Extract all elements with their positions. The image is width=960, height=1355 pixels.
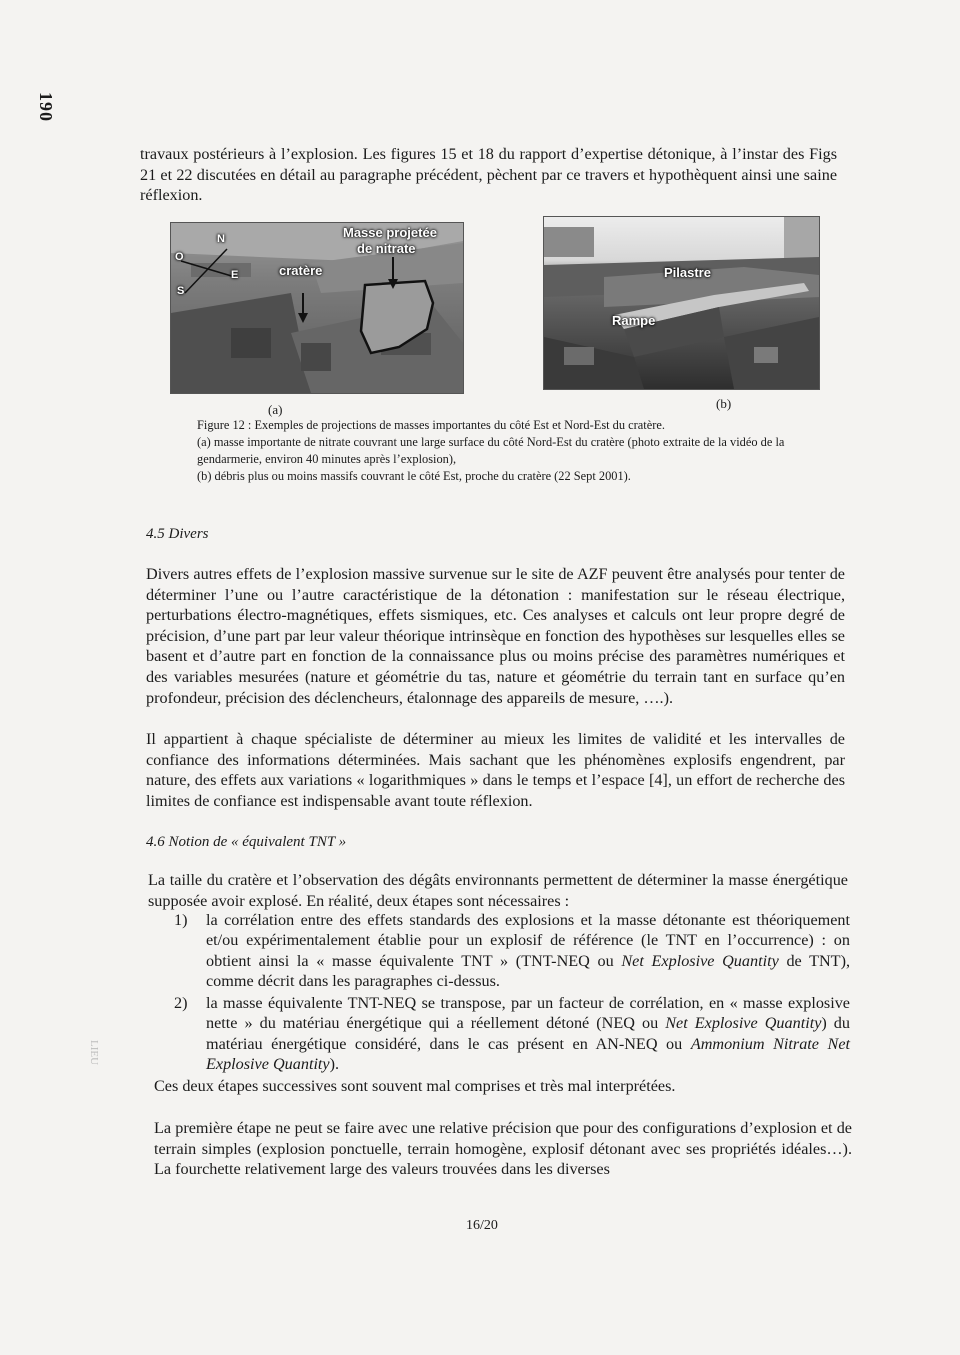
list-item-2: 2) la masse équivalente TNT-NEQ se transpose, par un facteur de corrélation, en « masse explosive nette » du matériau énergétique qui a réellement détoné (NEQ ou Net Explosive Quantity) du matériau énergétique considéré, dans le cas présent en AN-NEQ ou Ammonium Nitrate Net Explosive Quantity). bbox=[174, 994, 850, 1074]
section-45-paragraph-1: Divers autres effets de l’explosion massive survenue sur le site de AZF peuvent être analysés pour tenter de déterminer l’une ou l’autre caractéristique de la détonation : manifestation sur le réseau électrique, perturbations électro-magnétiques, effets sismiques, etc. Ces analyses et calculs ont leur propre degré de précision, d’une part par leur valeur théorique intrinsèque en fonction des hypothèses sur lesquelles elles se basent et d’autre part en fonction de la connaissance plus ou moins précise des paramètres numériques et des variables mesurées (nature et géométrie du tas, nature et géométrie du terrain tant en surface qu’en profondeur, précision des déclencheurs, étalonnage des appareils de mesure, ….). bbox=[146, 565, 845, 707]
compass-north: N bbox=[217, 233, 225, 245]
figure-caption-line3: (b) débris plus ou moins massifs couvrant le côté Est, proche du cratère (22 Sept 2001). bbox=[197, 469, 631, 483]
section-46-paragraph-2: Ces deux étapes successives sont souvent mal comprises et très mal interprétées. bbox=[154, 1077, 676, 1095]
margin-mark: LIEU bbox=[88, 1040, 100, 1066]
section-46-paragraph-1: La taille du cratère et l’observation des dégâts environnants permettent de déterminer la masse énergétique supposée avoir explosé. En réalité, deux étapes sont nécessaires : bbox=[148, 871, 848, 910]
section-46-paragraph-3: La première étape ne peut se faire avec une relative précision que pour des configurations d’explosion et de terrain simples (explosion ponctuelle, terrain homogène, explosif détonant avec ses propriétés idéales…). La fourchette relativement large des valeurs trouvées dans les diverses bbox=[154, 1119, 852, 1179]
label-masse-line2: de nitrate bbox=[357, 241, 416, 256]
intro-paragraph: travaux postérieurs à l’explosion. Les figures 15 et 18 du rapport d’expertise détonique, à l’instar des Figs 21 et 22 discutées en détail au paragraphe précédent, pèchent par ce travers et hypothèquent ainsi une saine réflexion. bbox=[140, 145, 837, 205]
section-46-heading: 4.6 Notion de « équivalent TNT » bbox=[146, 834, 347, 850]
label-rampe: Rampe bbox=[612, 313, 656, 328]
archive-stamp: 190 bbox=[36, 92, 56, 122]
figure-caption-line2: (a) masse importante de nitrate couvrant une large surface du côté Nord-Est du cratère (photo extraite de la vidéo de la gendarmerie, environ 40 minutes après l’explosion), bbox=[197, 435, 785, 466]
compass-west: O bbox=[175, 251, 184, 263]
label-masse-line1: Masse projetée bbox=[343, 225, 437, 240]
section-45-heading: 4.5 Divers bbox=[146, 526, 209, 542]
page-number: 16/20 bbox=[466, 1218, 498, 1233]
list-item-1: 1) la corrélation entre des effets standards des explosions et la masse détonante est théoriquement et/ou expérimentalement établie pour un explosif de référence (le TNT en l’occurrence) : on obtient ainsi la « masse équivalente TNT » (TNT-NEQ ou Net Explosive Quantity de TNT), comme décrit dans les paragraphes ci-dessus. bbox=[174, 911, 851, 991]
section-45-paragraph-2: Il appartient à chaque spécialiste de déterminer au mieux les limites de validité et les intervalles de confiance des informations déterminées. Mais sachant que les phénomènes explosifs engendrent, par nature, des effets aux variations « logarithmiques » dans le temps et l’espace [4], un effort de recherche des limites de confiance est indispensable avant toute réflexion. bbox=[146, 730, 845, 810]
list-item-1-number: 1) bbox=[174, 911, 188, 929]
figure-b-photo bbox=[543, 216, 820, 390]
figure-a-sublabel: (a) bbox=[268, 402, 283, 417]
compass-east: E bbox=[231, 269, 239, 281]
compass-south: S bbox=[177, 285, 185, 297]
label-cratere: cratère bbox=[279, 263, 323, 278]
figure-b-sublabel: (b) bbox=[716, 396, 732, 411]
list-item-2-number: 2) bbox=[174, 994, 188, 1012]
figure-a-photo bbox=[170, 222, 464, 394]
label-pilastre: Pilastre bbox=[664, 265, 711, 280]
figure-caption-line1: Figure 12 : Exemples de projections de masses importantes du côté Est et Nord-Est du cratère. bbox=[197, 418, 665, 432]
